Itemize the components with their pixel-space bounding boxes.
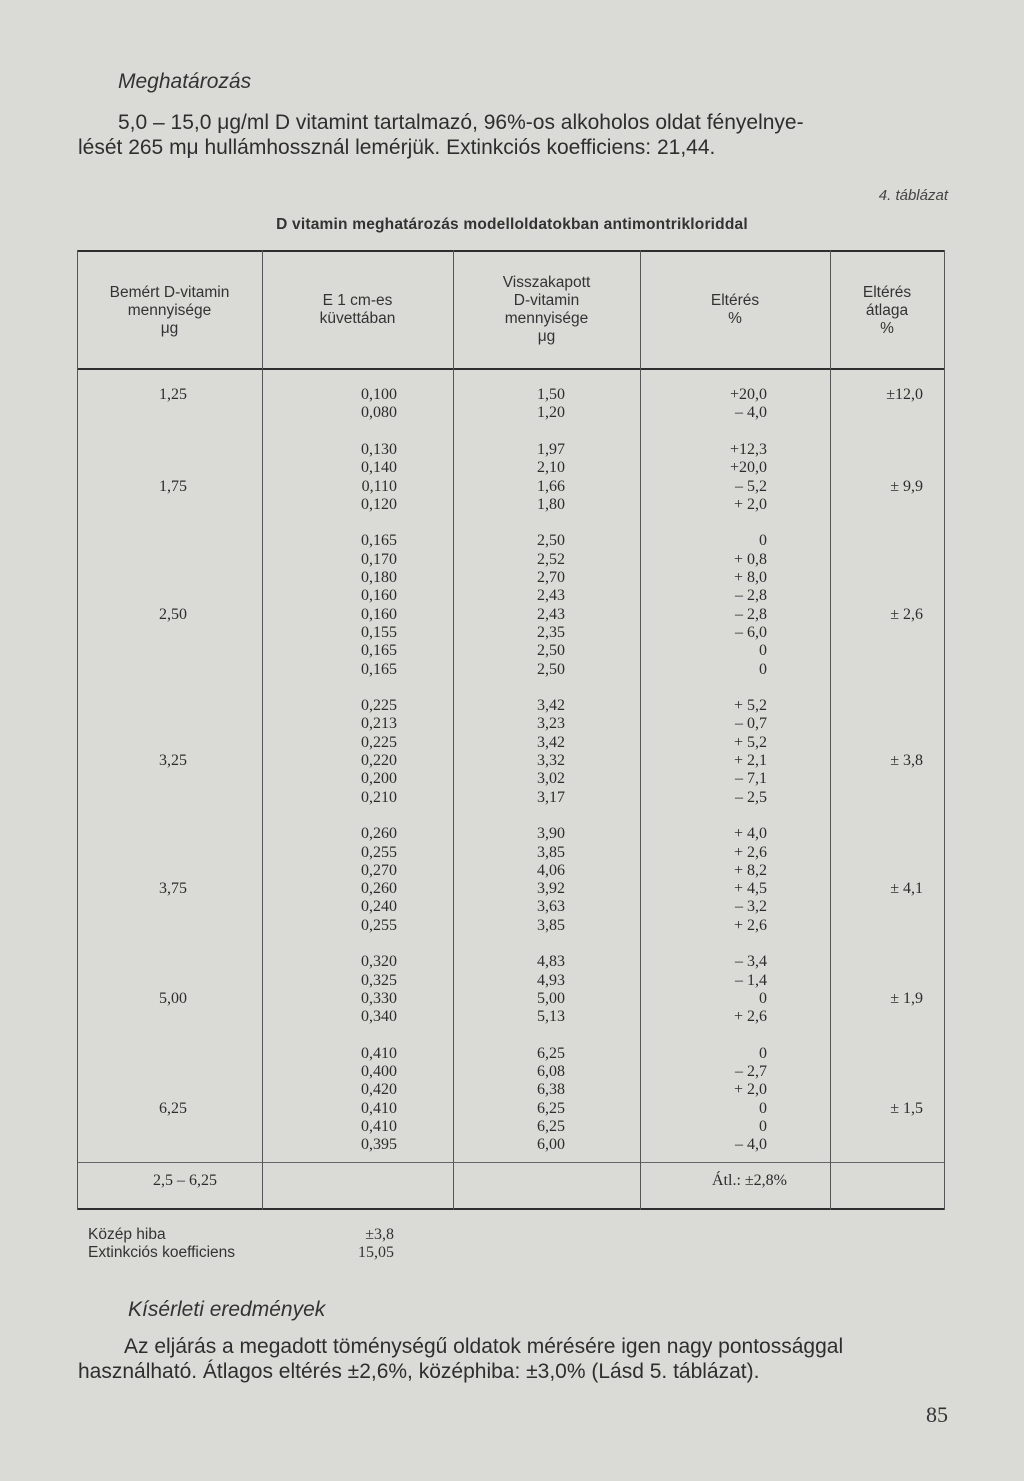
footer-ext-label: Extinkciós koefficiens bbox=[88, 1244, 236, 1261]
cell-bemert: 3,75 bbox=[159, 880, 187, 898]
cell-elteres: + 4,5 bbox=[733, 880, 767, 898]
cell-bemert: 5,00 bbox=[159, 989, 187, 1007]
cell-e1: 0,140 bbox=[361, 459, 397, 477]
header-bemert bbox=[77, 284, 262, 338]
cell-elteres: – 0,7 bbox=[735, 715, 767, 733]
cell-atlag: ± 2,6 bbox=[890, 605, 923, 623]
cell-visszakapott: 3,90 bbox=[537, 825, 565, 843]
cell-elteres: 0 bbox=[759, 532, 767, 550]
cell-elteres: +20,0 bbox=[729, 386, 767, 403]
cell-elteres: + 2,0 bbox=[733, 1081, 767, 1099]
col-rule-0 bbox=[77, 250, 78, 1210]
header-vis-line-1: Visszakapott bbox=[502, 274, 591, 291]
cell-e1: 0,165 bbox=[361, 660, 397, 678]
cell-visszakapott: 1,20 bbox=[537, 404, 565, 422]
cell-e1: 0,255 bbox=[361, 843, 397, 861]
header-bemert-unit: μg bbox=[160, 320, 179, 337]
cell-atlag: ± 1,5 bbox=[890, 1099, 923, 1117]
cell-bemert: 3,25 bbox=[159, 752, 187, 769]
cell-e1: 0,180 bbox=[361, 569, 397, 586]
results-paragraph bbox=[78, 1334, 950, 1384]
cell-elteres: + 8,2 bbox=[733, 861, 767, 879]
header-atlag-line-1: Eltérés bbox=[862, 284, 912, 301]
cell-elteres: 0 bbox=[759, 1118, 767, 1135]
cell-atlag: ± 1,9 bbox=[890, 989, 923, 1007]
cell-elteres: 0 bbox=[759, 660, 767, 678]
cell-e1: 0,320 bbox=[361, 953, 397, 971]
cell-e1: 0,395 bbox=[361, 1136, 397, 1154]
data-table bbox=[77, 250, 945, 1210]
cell-elteres: + 2,6 bbox=[733, 1008, 767, 1026]
cell-atlag: ± 9,9 bbox=[890, 477, 923, 495]
header-e1 bbox=[262, 292, 453, 328]
cell-visszakapott: 3,23 bbox=[537, 715, 565, 733]
cell-e1: 0,240 bbox=[361, 898, 397, 916]
cell-e1: 0,270 bbox=[361, 861, 397, 879]
cell-bemert: 1,25 bbox=[159, 386, 187, 403]
cell-visszakapott: 3,42 bbox=[537, 733, 565, 751]
cell-visszakapott: 2,50 bbox=[537, 532, 565, 550]
table-bottom-rule bbox=[77, 1208, 945, 1210]
cell-elteres: – 4,0 bbox=[735, 404, 767, 422]
cell-e1: 0,210 bbox=[361, 788, 397, 806]
cell-elteres: + 8,0 bbox=[733, 569, 767, 586]
cell-visszakapott: 5,00 bbox=[537, 989, 565, 1007]
cell-e1: 0,160 bbox=[361, 605, 397, 623]
cell-elteres: 0 bbox=[759, 642, 767, 660]
cell-e1: 0,420 bbox=[361, 1081, 397, 1099]
col-rule-3 bbox=[640, 250, 641, 1210]
header-vis-line-3: mennyisége bbox=[504, 310, 589, 327]
cell-visszakapott: 2,70 bbox=[537, 569, 565, 586]
cell-visszakapott: 6,25 bbox=[537, 1118, 565, 1135]
cell-visszakapott: 4,06 bbox=[537, 861, 565, 879]
header-elteres-unit: % bbox=[728, 310, 742, 327]
col-rule-1 bbox=[262, 250, 263, 1210]
intro-paragraph bbox=[78, 110, 950, 160]
cell-visszakapott: 2,43 bbox=[537, 605, 565, 623]
cell-e1: 0,170 bbox=[361, 550, 397, 568]
cell-atlag: ± 3,8 bbox=[890, 752, 923, 769]
cell-e1: 0,340 bbox=[361, 1008, 397, 1026]
header-visszakapott bbox=[453, 274, 640, 346]
header-e1-line-1: E 1 cm-es bbox=[322, 292, 393, 309]
cell-visszakapott: 4,83 bbox=[537, 953, 565, 971]
cell-visszakapott: 5,13 bbox=[537, 1008, 565, 1026]
header-vis-unit: μg bbox=[537, 328, 556, 345]
cell-visszakapott: 3,85 bbox=[537, 843, 565, 861]
col-rule-2 bbox=[453, 250, 454, 1210]
cell-e1: 0,400 bbox=[361, 1063, 397, 1081]
cell-visszakapott: 2,10 bbox=[537, 459, 565, 477]
cell-visszakapott: 3,02 bbox=[537, 770, 565, 788]
summary-rule bbox=[77, 1162, 945, 1163]
cell-visszakapott: 3,32 bbox=[537, 752, 565, 769]
cell-elteres: – 2,7 bbox=[735, 1063, 767, 1081]
cell-e1: 0,165 bbox=[361, 642, 397, 660]
header-atlag-unit: % bbox=[880, 320, 894, 337]
cell-e1: 0,160 bbox=[361, 587, 397, 605]
header-bemert-line-2: mennyisége bbox=[127, 302, 212, 319]
cell-visszakapott: 1,66 bbox=[537, 477, 565, 495]
cell-e1: 0,325 bbox=[361, 971, 397, 989]
cell-bemert: 2,50 bbox=[159, 605, 187, 623]
cell-e1: 0,260 bbox=[361, 880, 397, 898]
cell-atlag: ± 4,1 bbox=[890, 880, 923, 898]
cell-elteres: + 4,0 bbox=[733, 825, 767, 843]
cell-e1: 0,330 bbox=[361, 989, 397, 1007]
cell-e1: 0,130 bbox=[361, 440, 397, 458]
cell-e1: 0,220 bbox=[361, 752, 397, 769]
cell-visszakapott: 3,85 bbox=[537, 916, 565, 934]
cell-e1: 0,110 bbox=[361, 477, 397, 495]
header-vis-line-2: D-vitamin bbox=[513, 292, 580, 309]
cell-atlag: ±12,0 bbox=[886, 386, 923, 403]
cell-elteres: 0 bbox=[759, 989, 767, 1007]
cell-e1: 0,120 bbox=[361, 495, 397, 513]
cell-elteres: + 5,2 bbox=[733, 733, 767, 751]
header-elteres-line-1: Eltérés bbox=[710, 292, 760, 309]
section-title-eredmenyek: Kísérleti eredmények bbox=[128, 1298, 326, 1321]
footer-kozep-value: ±3,8 bbox=[365, 1226, 394, 1243]
header-bemert-line-1: Bemért D-vitamin bbox=[109, 284, 230, 301]
cell-e1: 0,155 bbox=[361, 623, 397, 641]
cell-elteres: + 2,6 bbox=[733, 843, 767, 861]
result-line-2: használható. Átlagos eltérés ±2,6%, középhiba: ±3,0% (Lásd 5. táblázat). bbox=[78, 1360, 760, 1383]
cell-bemert: 1,75 bbox=[159, 477, 187, 495]
intro-line-1: 5,0 – 15,0 μg/ml D vitamint tartalmazó, 96%-os alkoholos oldat fényelnye- bbox=[118, 111, 804, 134]
cell-visszakapott: 3,17 bbox=[537, 788, 565, 806]
cell-elteres: – 2,5 bbox=[735, 788, 767, 806]
cell-visszakapott: 2,50 bbox=[537, 642, 565, 660]
cell-e1: 0,260 bbox=[361, 825, 397, 843]
cell-elteres: + 0,8 bbox=[733, 550, 767, 568]
cell-visszakapott: 4,93 bbox=[537, 971, 565, 989]
cell-e1: 0,165 bbox=[361, 532, 397, 550]
cell-e1: 0,213 bbox=[361, 715, 397, 733]
cell-elteres: – 5,2 bbox=[735, 477, 767, 495]
col-rule-4 bbox=[830, 250, 831, 1210]
cell-elteres: + 2,6 bbox=[733, 916, 767, 934]
cell-elteres: – 3,4 bbox=[735, 953, 767, 971]
cell-e1: 0,080 bbox=[361, 404, 397, 422]
cell-elteres: 0 bbox=[759, 1099, 767, 1117]
cell-visszakapott: 6,25 bbox=[537, 1099, 565, 1117]
cell-elteres: – 7,1 bbox=[735, 770, 767, 788]
cell-elteres: +12,3 bbox=[729, 440, 767, 458]
intro-line-2: lését 265 mμ hullámhossznál lemérjük. Extinkciós koefficiens: 21,44. bbox=[78, 136, 716, 159]
cell-visszakapott: 3,63 bbox=[537, 898, 565, 916]
cell-visszakapott: 3,42 bbox=[537, 697, 565, 715]
header-atlag bbox=[830, 284, 944, 338]
col-rule-5 bbox=[944, 250, 945, 1210]
table-caption: D vitamin meghatározás modelloldatokban antimontrikloriddal bbox=[276, 216, 748, 233]
cell-elteres: + 2,1 bbox=[733, 752, 767, 769]
cell-visszakapott: 1,50 bbox=[537, 386, 565, 403]
cell-visszakapott: 6,08 bbox=[537, 1063, 565, 1081]
header-elteres bbox=[640, 292, 830, 328]
cell-visszakapott: 2,50 bbox=[537, 660, 565, 678]
cell-elteres: +20,0 bbox=[729, 459, 767, 477]
footer-kozep-label: Közép hiba bbox=[88, 1226, 166, 1243]
page-number: 85 bbox=[926, 1402, 948, 1427]
summary-average: Átl.: ±2,8% bbox=[712, 1172, 787, 1189]
table-number: 4. táblázat bbox=[878, 187, 948, 204]
cell-e1: 0,255 bbox=[361, 916, 397, 934]
header-bottom-rule bbox=[77, 368, 945, 370]
cell-e1: 0,410 bbox=[361, 1099, 397, 1117]
cell-visszakapott: 2,52 bbox=[537, 550, 565, 568]
cell-visszakapott: 6,25 bbox=[537, 1044, 565, 1062]
summary-range: 2,5 – 6,25 bbox=[153, 1172, 217, 1189]
header-atlag-line-2: átlaga bbox=[865, 302, 909, 319]
cell-elteres: + 5,2 bbox=[733, 697, 767, 715]
result-line-1: Az eljárás a megadott töménységű oldatok mérésére igen nagy pontossággal bbox=[124, 1335, 844, 1358]
cell-elteres: – 3,2 bbox=[735, 898, 767, 916]
header-e1-line-2: küvettában bbox=[319, 310, 396, 327]
cell-visszakapott: 1,80 bbox=[537, 495, 565, 513]
cell-e1: 0,200 bbox=[361, 770, 397, 788]
section-title-meghatarozas: Meghatározás bbox=[118, 70, 252, 93]
cell-e1: 0,225 bbox=[361, 733, 397, 751]
cell-e1: 0,100 bbox=[361, 386, 397, 403]
cell-elteres: 0 bbox=[759, 1044, 767, 1062]
cell-visszakapott: 2,35 bbox=[537, 623, 565, 641]
cell-e1: 0,225 bbox=[361, 697, 397, 715]
cell-visszakapott: 3,92 bbox=[537, 880, 565, 898]
cell-e1: 0,410 bbox=[361, 1118, 397, 1135]
cell-visszakapott: 1,97 bbox=[537, 440, 565, 458]
cell-elteres: – 1,4 bbox=[735, 971, 767, 989]
cell-visszakapott: 2,43 bbox=[537, 587, 565, 605]
table-top-rule bbox=[77, 250, 945, 252]
cell-elteres: – 4,0 bbox=[735, 1136, 767, 1154]
cell-elteres: + 2,0 bbox=[733, 495, 767, 513]
footer-ext-value: 15,05 bbox=[358, 1244, 394, 1261]
cell-e1: 0,410 bbox=[361, 1044, 397, 1062]
cell-visszakapott: 6,38 bbox=[537, 1081, 565, 1099]
cell-visszakapott: 6,00 bbox=[537, 1136, 565, 1154]
cell-elteres: – 2,8 bbox=[735, 587, 767, 605]
cell-elteres: – 6,0 bbox=[735, 623, 767, 641]
cell-bemert: 6,25 bbox=[159, 1099, 187, 1117]
cell-elteres: – 2,8 bbox=[735, 605, 767, 623]
